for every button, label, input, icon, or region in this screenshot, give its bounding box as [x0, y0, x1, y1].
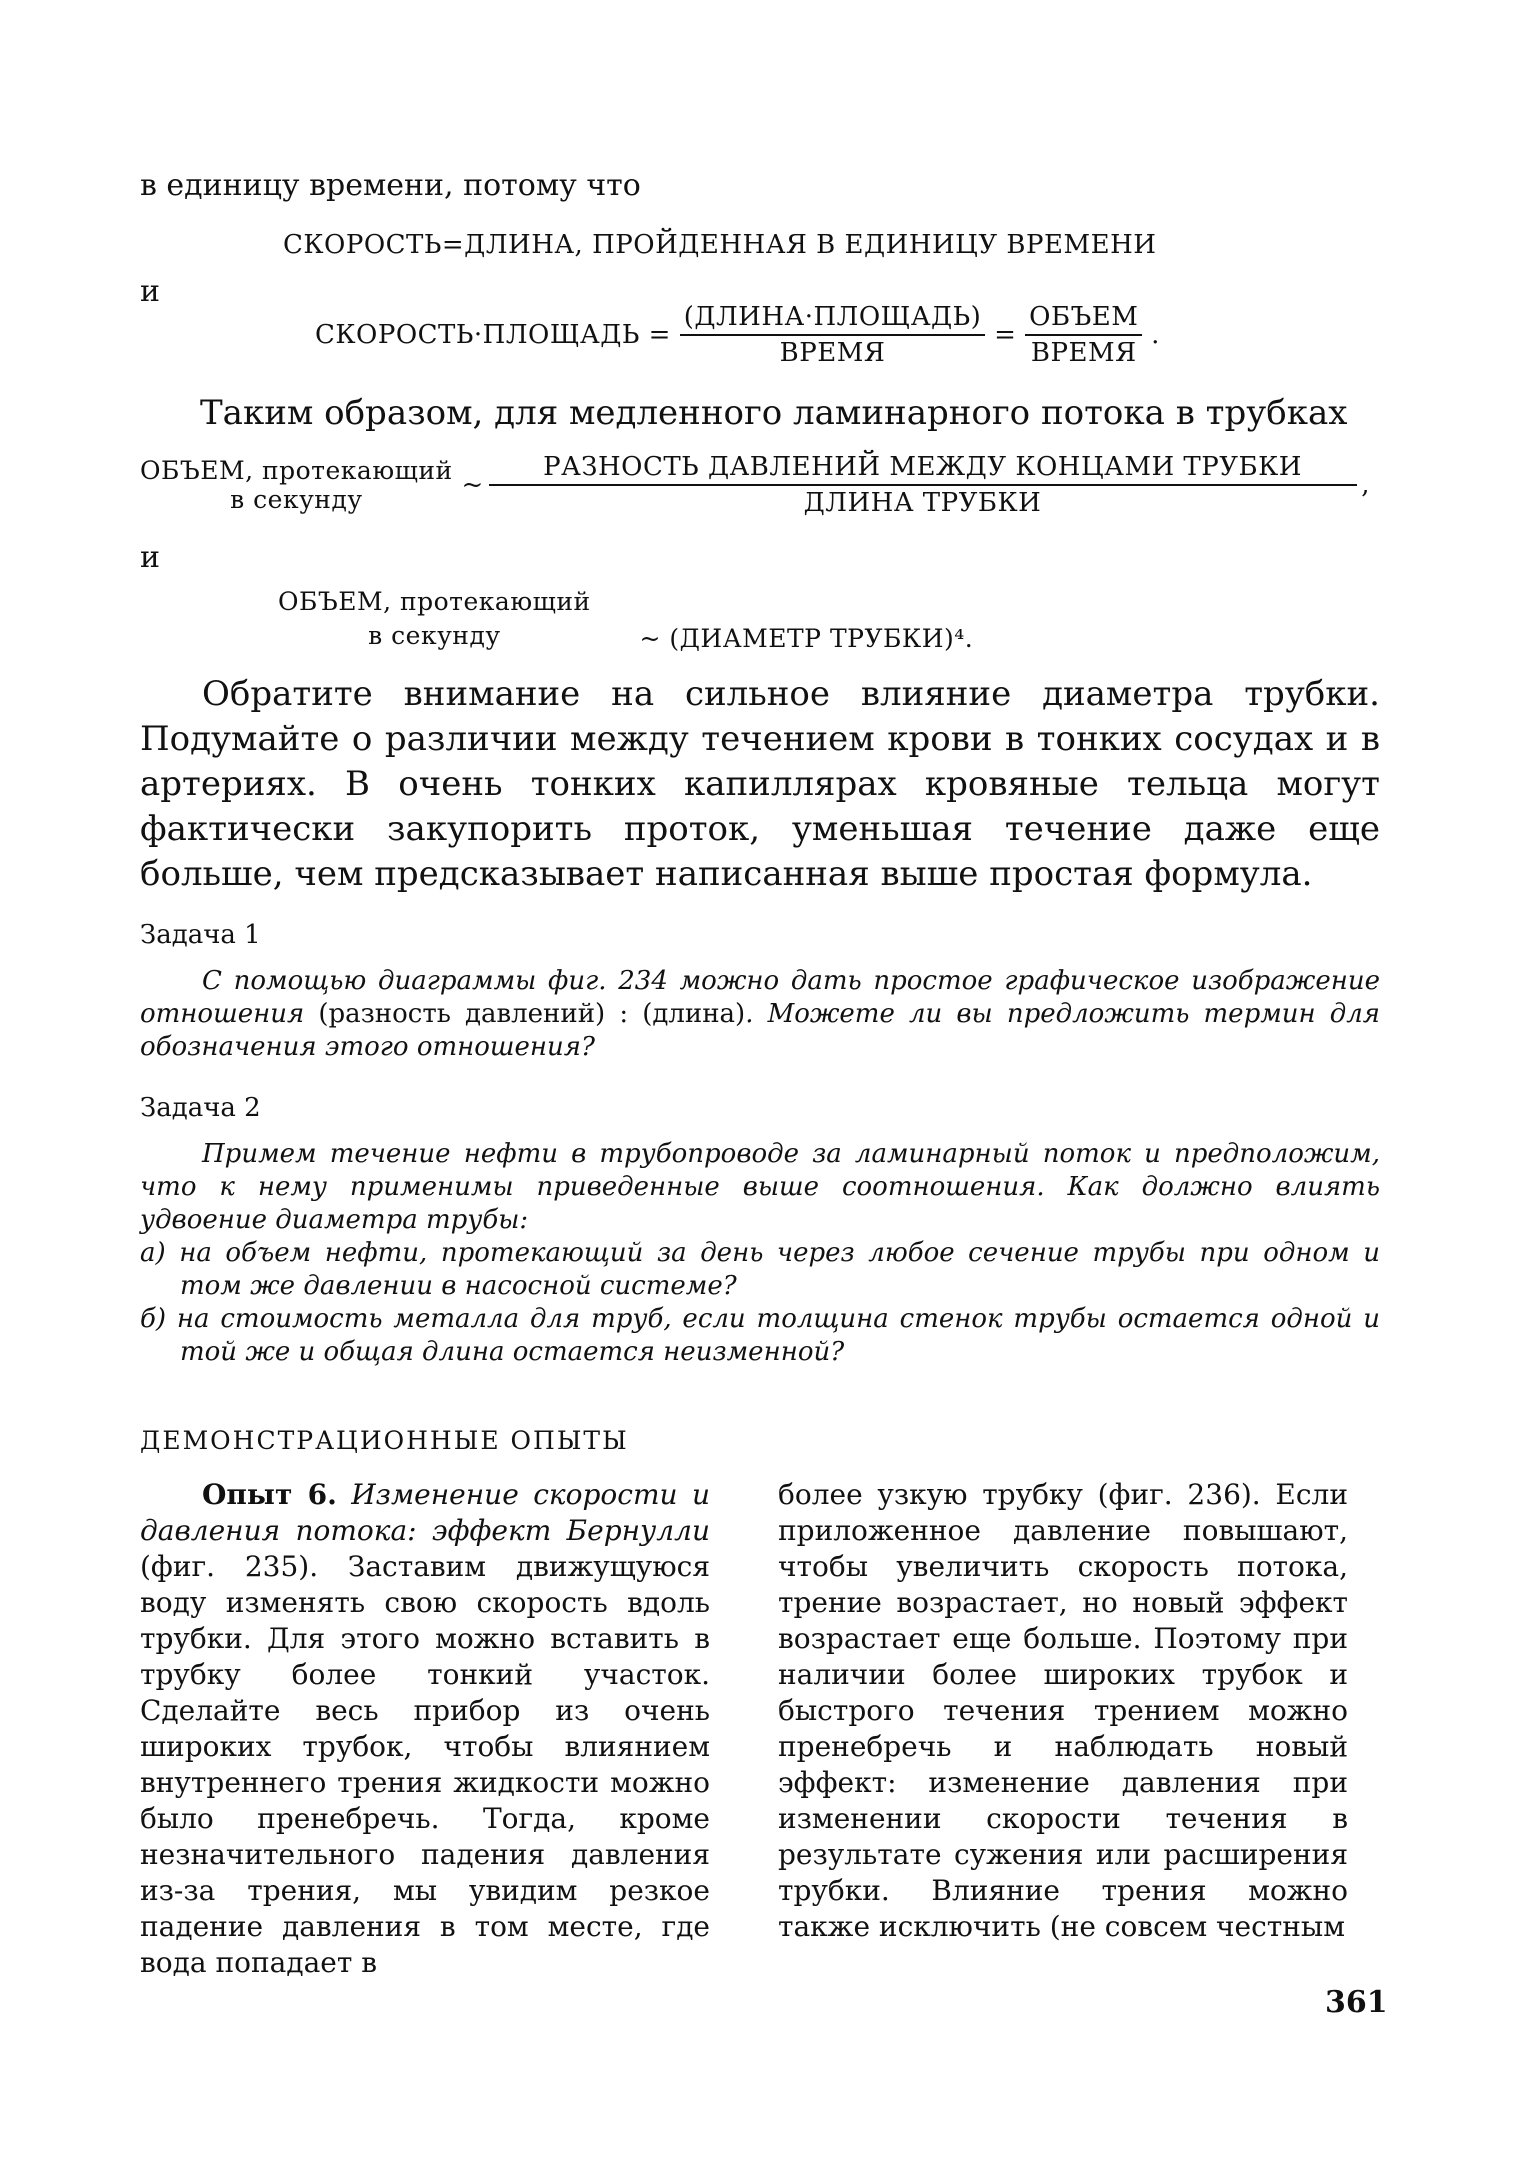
fraction-denominator: ВРЕМЯ [779, 338, 886, 368]
fraction-numerator: ОБЪЕМ [1025, 302, 1142, 336]
task-1-text [140, 965, 1380, 1064]
fraction-numerator: РАЗНОСТЬ ДАВЛЕНИЙ МЕЖДУ КОНЦАМИ ТРУБКИ [489, 452, 1357, 486]
fraction-denominator: ДЛИНА ТРУБКИ [803, 488, 1042, 518]
comma: , [1361, 470, 1371, 500]
paragraph-diameter: Обратите внимание на сильное влияние диаметра трубки. Подумайте о различии между течением крови в тонких сосудах и в артериях. В очень тонких капиллярах кровяные тельца могут фактически закупорить проток, уменьшая течение даже еще больше, чем предсказывает написанная выше простая формула. [140, 674, 1380, 894]
conjunction-and: и [140, 540, 160, 575]
task-1-text-part1: С помощью диаграммы фиг. 234 можно дать простое графическое изображение отношения [140, 966, 1380, 1029]
lhs-top: ОБЪЕМ, протекающий [278, 587, 591, 616]
thus-line: Таким образом, для медленного ламинарного потока в трубках [200, 393, 1348, 433]
column-left-text: (фиг. 235). Заставим движущуюся воду изменять свою скорость вдоль трубки. Для этого можно вставить в трубку более тонкий участок. Сделайте весь прибор из очень широких трубок, чтобы влиянием внутреннего трения жидкости можно было пренебречь. Тогда, кроме незначительного падения давления из-за трения, мы увидим резкое падение давления в том месте, где вода попадает в [140, 1550, 710, 1979]
task-2-item-a: а) на объем нефти, протекающий за день через любое сечение трубы при одном и том же давлении в насосной системе? [140, 1238, 1380, 1301]
lhs-bottom: в секунду [368, 621, 501, 650]
task-2-item-b: б) на стоимость металла для труб, если толщина стенок трубы остается одной и той же и общая длина остается неизменной? [140, 1304, 1380, 1367]
section-title: ДЕМОНСТРАЦИОННЫЕ ОПЫТЫ [140, 1426, 629, 1455]
task-1-text-part2: . Можете ли вы предложить термин для обозначения этого отношения? [140, 999, 1381, 1062]
formula-diameter-rhs: ~ (ДИАМЕТР ТРУБКИ)⁴. [639, 624, 974, 653]
formula-pressure-lhs [140, 456, 453, 514]
period: . [1151, 320, 1160, 350]
column-right: более узкую трубку (фиг. 236). Если приложенное давление повышают, чтобы увеличить скорость потока, трение возрастает, но новый эффект возрастает еще больше. Поэтому при наличии более широких трубок и быстрого течения трением можно пренебречь и наблюдать новый эффект: изменение давления при изменении скорости течения в результате сужения или расширения трубки. Влияние трения можно также исключить (не совсем честным [778, 1478, 1348, 1943]
conjunction-and: и [140, 274, 160, 309]
tilde-sign: ~ [461, 470, 484, 500]
fraction-pressure-over-length [493, 452, 1353, 518]
task-1-heading: Задача 1 [140, 920, 261, 950]
task-2-text: Примем течение нефти в трубопроводе за ламинарный поток и предположим, что к нему применимы приведенные выше соотношения. Как должно влиять удвоение диаметра трубы: [140, 1139, 1380, 1235]
formula-diameter-lhs [278, 585, 591, 653]
fraction-length-area-over-time [680, 302, 986, 368]
page-number: 361 [1325, 1985, 1388, 2020]
formula-diameter [278, 585, 973, 653]
fraction-volume-over-time [1025, 302, 1142, 368]
formula-pressure [140, 452, 1380, 518]
experiment-label: Опыт 6. [202, 1478, 337, 1511]
formula-area-lhs: СКОРОСТЬ·ПЛОЩАДЬ = [315, 320, 671, 350]
equals-sign: = [994, 320, 1017, 350]
lhs-top: ОБЪЕМ, протекающий [140, 456, 453, 485]
task-1-ratio: (разность давлений) : (длина) [318, 999, 746, 1029]
formula-speed: СКОРОСТЬ=ДЛИНА, ПРОЙДЕННАЯ В ЕДИНИЦУ ВРЕМЕНИ [283, 230, 1157, 260]
fraction-numerator: (ДЛИНА·ПЛОЩАДЬ) [680, 302, 986, 336]
formula-area [315, 302, 1160, 368]
task-2-heading: Задача 2 [140, 1093, 261, 1123]
lhs-bottom: в секунду [230, 485, 363, 514]
experiment-title: Изменение скорости и давления потока: эффект Бернулли [140, 1478, 710, 1547]
column-left [140, 1477, 710, 1981]
intro-line: в единицу времени, потому что [140, 168, 641, 203]
fraction-denominator: ВРЕМЯ [1030, 338, 1137, 368]
